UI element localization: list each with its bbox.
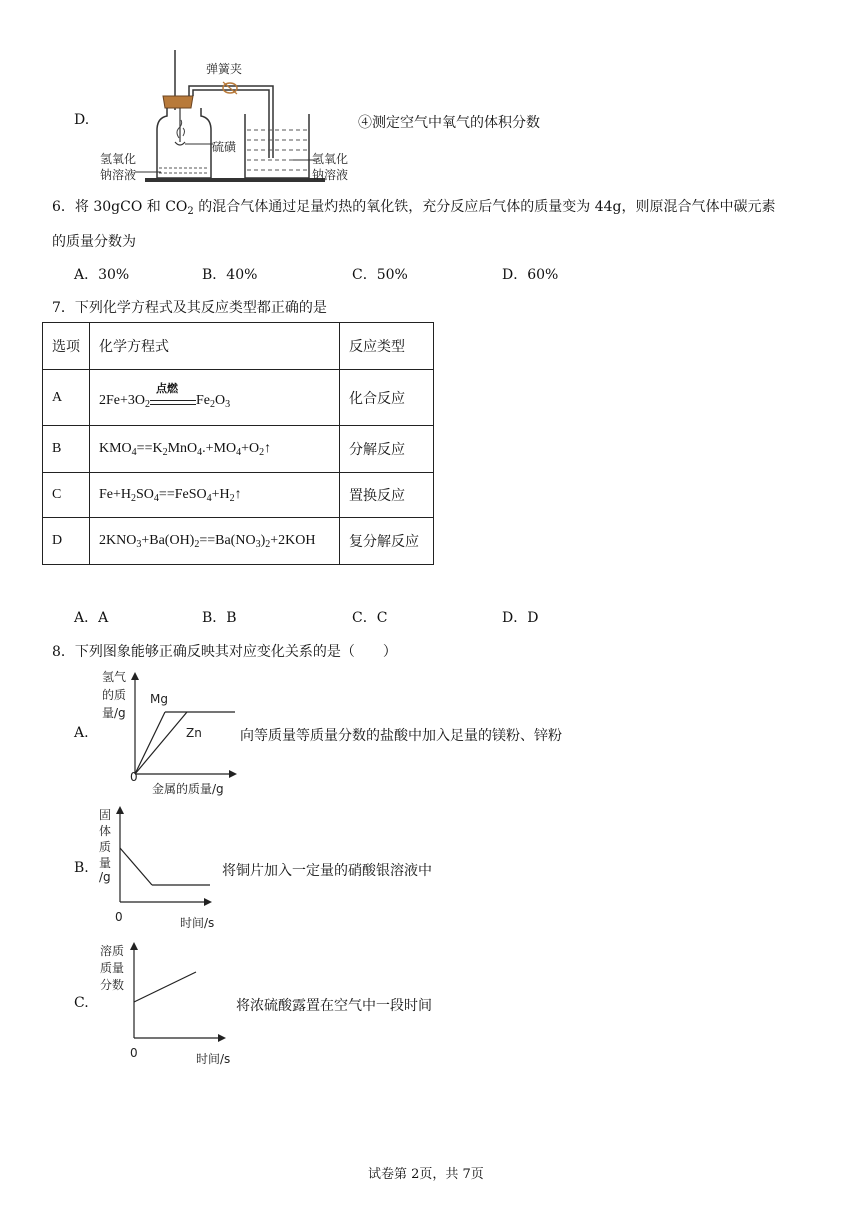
q8-stem: 8．下列图象能够正确反映其对应变化关系的是（ ） <box>52 644 397 660</box>
q7-option-c[interactable]: C．C <box>352 610 388 626</box>
left-solution-label-2: 钠溶液 <box>100 168 137 182</box>
graph-a-xlabel: 金属的质量/g <box>152 782 224 796</box>
sulfur-label: 硫磺 <box>212 140 237 154</box>
graph-b-ylabel-5: /g <box>99 870 111 884</box>
curve-b-decline <box>120 848 152 885</box>
graph-c-ylabel-3: 分数 <box>100 978 125 992</box>
q8-c-text: 将浓硫酸露置在空气中一段时间 <box>236 998 432 1014</box>
q5-option-d-text: ④测定空气中氧气的体积分数 <box>358 115 540 131</box>
q8-b-text: 将铜片加入一定量的硝酸银溶液中 <box>222 863 432 879</box>
row-b-option: B <box>43 426 90 473</box>
table-row <box>43 473 434 518</box>
left-solution-label-1: 氢氧化 <box>100 152 137 166</box>
q8-a-text: 向等质量等质量分数的盐酸中加入足量的镁粉、锌粉 <box>240 728 562 744</box>
q8-c-label: C. <box>74 995 89 1011</box>
graph-b <box>110 806 220 910</box>
graph-b-ylabel-2: 体 <box>99 824 112 838</box>
graph-b-ylabel-1: 固 <box>99 808 112 822</box>
q6-option-b[interactable]: B．40% <box>202 267 258 283</box>
graph-b-ylabel-4: 量 <box>99 856 112 870</box>
q6-stem-line2: 的质量分数为 <box>52 234 136 250</box>
graph-a-ylabel-3: 量/g <box>102 706 126 720</box>
right-solution-label-2: 钠溶液 <box>312 168 349 182</box>
graph-c-xlabel: 时间/s <box>196 1052 231 1066</box>
row-c-type: 置换反应 <box>340 473 434 518</box>
q6-option-a[interactable]: A．30% <box>74 267 130 283</box>
graph-c-origin: 0 <box>130 1046 138 1060</box>
header-equation: 化学方程式 <box>90 323 340 370</box>
q7-stem: 7．下列化学方程式及其反应类型都正确的是 <box>52 300 327 316</box>
mg-series-label: Mg <box>150 692 168 706</box>
graph-b-ylabel-3: 质 <box>99 840 112 854</box>
page-footer: 试卷第 2页，共 7页 <box>368 1167 484 1182</box>
q6-co2-subscript: 2 <box>187 206 194 217</box>
row-d-equation: $2KNO_3+Ba(OH)_2==Ba(NO_3)_2+2KOH$ <box>90 518 340 565</box>
reaction-condition <box>150 381 196 408</box>
reaction-table <box>42 322 434 565</box>
row-b-equation: $KMO_4==K_2MnO_4.+MO_4+O_2↑$ <box>90 426 340 473</box>
q6-stem-part2: 的混合气体通过足量灼热的氧化铁，充分反应后气体的质量变为 44g，则原混合气体中碳元素 <box>193 199 776 215</box>
q7-option-b[interactable]: B．B <box>202 610 237 626</box>
q6-option-d[interactable]: D．60% <box>502 267 559 283</box>
graph-c-ylabel-2: 质量 <box>100 961 125 975</box>
clip-label: 弹簧夹 <box>206 62 243 76</box>
graph-a-origin: 0 <box>130 770 138 784</box>
q7-option-a[interactable]: A．A <box>74 610 109 626</box>
row-d-option: D <box>43 518 90 565</box>
graph-a-ylabel-1: 氢气 <box>102 670 127 684</box>
curve-c-rising <box>134 972 196 1002</box>
q6-stem-part1: 6．将 30gCO 和 CO <box>52 199 188 215</box>
graph-b-xlabel: 时间/s <box>180 916 215 930</box>
row-d-type: 复分解反应 <box>340 518 434 565</box>
condition-text: 点燃 <box>156 381 179 395</box>
q8-b-label: B. <box>74 860 89 876</box>
header-type: 反应类型 <box>340 323 434 370</box>
header-option: 选项 <box>43 323 90 370</box>
row-a-type: 化合反应 <box>340 370 434 426</box>
q5-option-d-label: D. <box>74 112 90 128</box>
graph-a-ylabel-2: 的质 <box>102 688 127 702</box>
graph-b-origin: 0 <box>115 910 123 924</box>
row-c-option: C <box>43 473 90 518</box>
row-c-equation: $Fe+H_2SO_4==FeSO_4+H_2↑$ <box>90 473 340 518</box>
q6-option-c[interactable]: C．50% <box>352 267 408 283</box>
table-row <box>43 518 434 565</box>
graph-a <box>125 672 245 782</box>
right-solution-label-1: 氢氧化 <box>312 152 349 166</box>
table-row <box>43 370 434 426</box>
table-row <box>43 426 434 473</box>
q6-stem-line1 <box>52 196 775 217</box>
q8-a-label: A. <box>74 725 89 741</box>
table-header-row <box>43 323 434 370</box>
graph-c <box>124 942 234 1046</box>
row-a-equation: $2Fe+3O_2$ 点燃 $Fe_2O_3$ <box>90 370 340 426</box>
zn-series-label: Zn <box>186 726 202 740</box>
row-a-option: A <box>43 370 90 426</box>
graph-c-ylabel-1: 溶质 <box>100 944 125 958</box>
q7-option-d[interactable]: D．D <box>502 610 539 626</box>
row-b-type: 分解反应 <box>340 426 434 473</box>
